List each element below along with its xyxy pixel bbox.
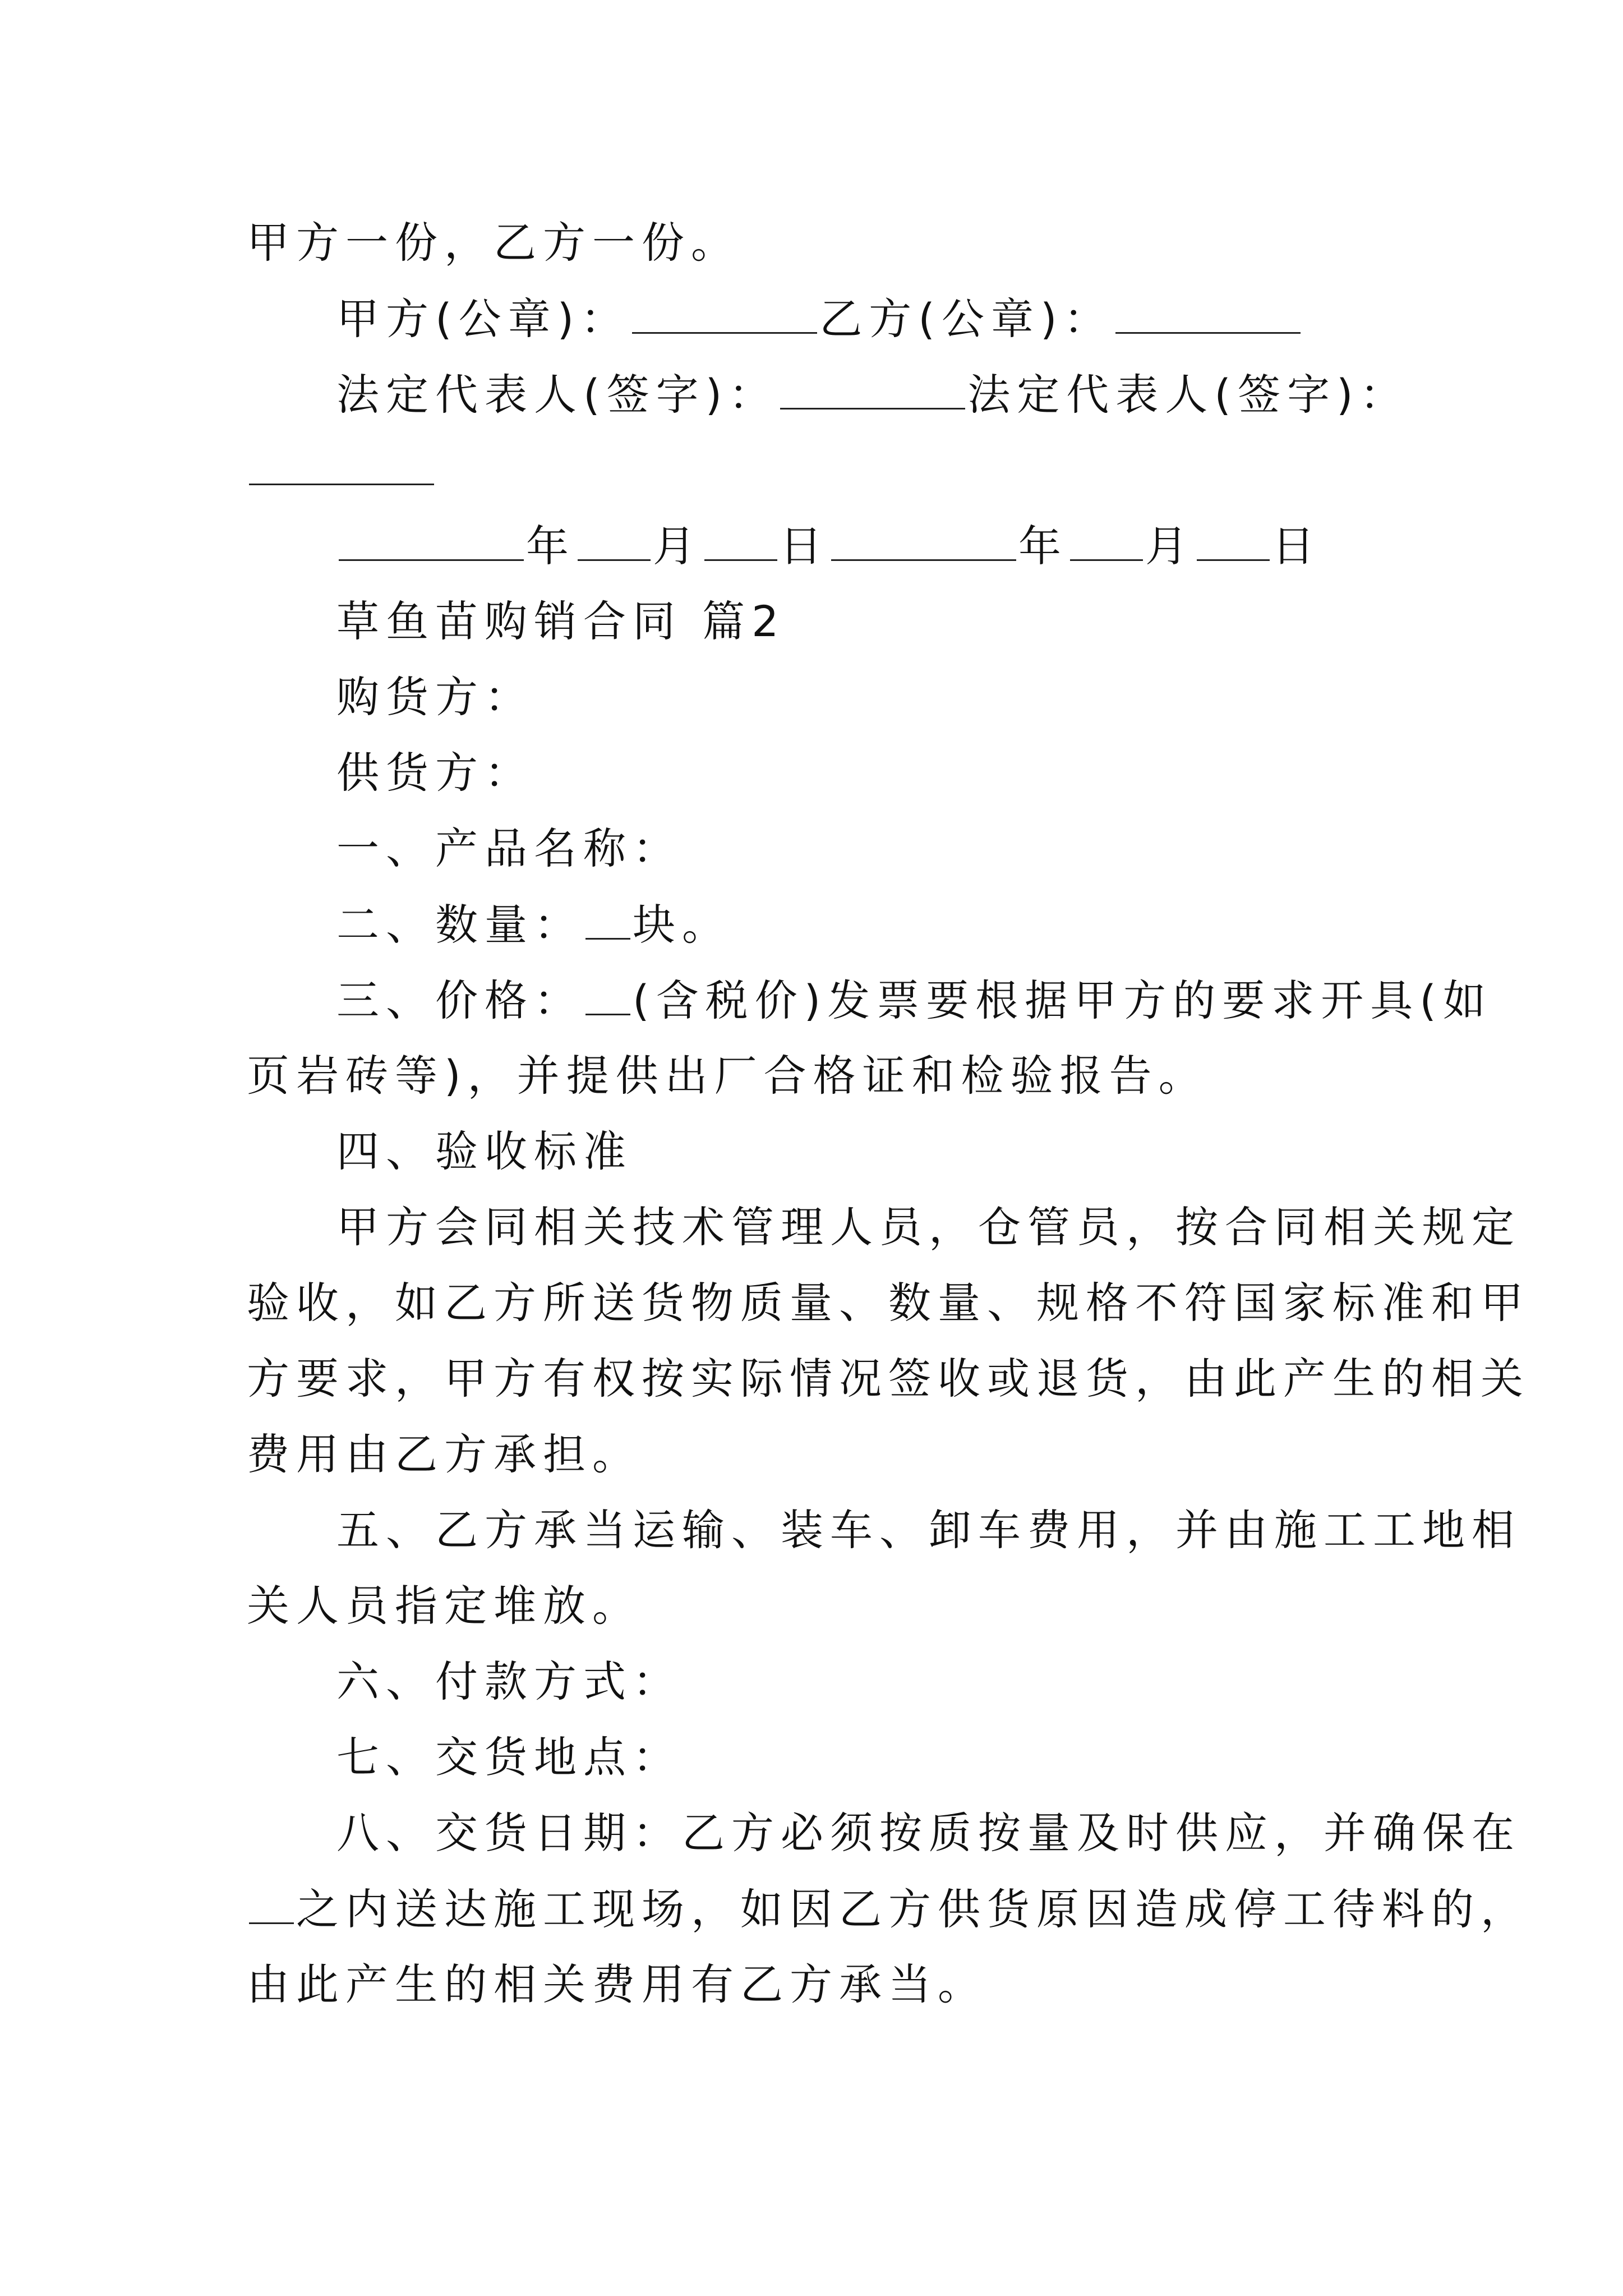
clause-8-text-1: 八、交货日期：乙方必须按质按量及时供应，并确保在 — [336, 1808, 1521, 1858]
closing-line — [247, 218, 740, 268]
date-a-day: 日 — [780, 521, 829, 571]
buyer-label: 购货方： — [336, 672, 534, 722]
clause-3-label: 三、价格： — [336, 976, 583, 1025]
supplier-label: 供货方： — [336, 748, 534, 798]
clause-1 — [336, 823, 682, 873]
clause-5-text-2: 关人员指定堆放。 — [247, 1581, 642, 1631]
clause-6 — [336, 1657, 682, 1706]
seal-line — [336, 294, 1303, 344]
signature-continuation — [247, 449, 436, 492]
clause-1-text: 一、产品名称： — [336, 823, 682, 873]
clause-8-text-2: 之内送达施工现场，如因乙方供货原因造成停工待料的， — [296, 1884, 1530, 1934]
buyer-line — [336, 672, 534, 722]
date-a-year-blank — [339, 524, 524, 561]
clause-4-p2 — [247, 1278, 1530, 1328]
date-a-day-blank — [704, 524, 777, 561]
closing-text: 甲方一份，乙方一份。 — [247, 218, 740, 268]
clause-5 — [336, 1505, 1521, 1555]
date-a-month-blank — [578, 524, 651, 561]
date-b-month: 月 — [1145, 521, 1195, 571]
party-a-rep-label: 法定代表人(签字)： — [336, 370, 778, 420]
clause-5-cont — [247, 1581, 642, 1631]
date-b-year: 年 — [1018, 521, 1068, 571]
clause-2-label: 二、数量： — [336, 900, 583, 950]
contract-title: 草鱼苗购销合同 篇2 — [336, 596, 786, 646]
date-b-year-blank — [831, 524, 1016, 561]
party-a-seal-blank — [632, 297, 817, 334]
date-b-month-blank — [1070, 524, 1143, 561]
clause-2 — [336, 900, 731, 950]
clause-4-p4 — [247, 1429, 642, 1479]
price-blank — [585, 979, 630, 1015]
clause-7-text: 七、交货地点： — [336, 1732, 682, 1782]
party-a-rep-blank — [780, 373, 965, 409]
party-b-seal-label: 乙方(公章)： — [819, 294, 1113, 344]
clause-4-title: 四、验收标准 — [336, 1126, 633, 1176]
party-b-rep-label: 法定代表人(签字)： — [967, 370, 1409, 420]
clause-4-text-4: 费用由乙方承担。 — [247, 1429, 642, 1479]
clause-8-text-3: 由此产生的相关费用有乙方承当。 — [247, 1959, 987, 2009]
clause-3-text: (含税价)发票要根据甲方的要求开具(如 — [633, 976, 1492, 1025]
clause-4-text-1: 甲方会同相关技术管理人员，仓管员，按合同相关规定 — [336, 1202, 1521, 1252]
clause-7 — [336, 1732, 682, 1782]
date-a-month: 月 — [653, 521, 702, 571]
clause-8-cont — [247, 1884, 1530, 1934]
quantity-blank — [585, 903, 630, 940]
party-b-seal-blank — [1115, 297, 1301, 334]
date-a-year: 年 — [526, 521, 575, 571]
date-line — [336, 521, 1321, 571]
clause-3-text-2: 页岩砖等)，并提供出厂合格证和检验报告。 — [247, 1051, 1208, 1101]
delivery-period-blank — [249, 1888, 294, 1924]
party-b-rep-blank — [249, 449, 434, 485]
clause-4-text-3: 方要求，甲方有权按实际情况签收或退货，由此产生的相关 — [247, 1354, 1530, 1404]
clause-4-p3 — [247, 1354, 1530, 1404]
supplier-line — [336, 748, 534, 798]
clause-4-text-2: 验收，如乙方所送货物质量、数量、规格不符国家标准和甲 — [247, 1278, 1530, 1328]
clause-8 — [336, 1808, 1521, 1858]
date-b-day: 日 — [1272, 521, 1321, 571]
date-b-day-blank — [1197, 524, 1270, 561]
signature-line — [336, 370, 1409, 420]
clause-4-p1 — [336, 1202, 1521, 1252]
clause-3-cont — [247, 1051, 1208, 1101]
party-a-seal-label: 甲方(公章)： — [336, 294, 630, 344]
clause-2-unit: 块。 — [633, 900, 731, 950]
section-title — [336, 596, 786, 646]
clause-8-cont-2 — [247, 1959, 987, 2009]
clause-3 — [336, 976, 1492, 1025]
clause-6-text: 六、付款方式： — [336, 1657, 682, 1706]
clause-4 — [336, 1126, 633, 1176]
clause-5-text-1: 五、乙方承当运输、装车、卸车费用，并由施工工地相 — [336, 1505, 1521, 1555]
